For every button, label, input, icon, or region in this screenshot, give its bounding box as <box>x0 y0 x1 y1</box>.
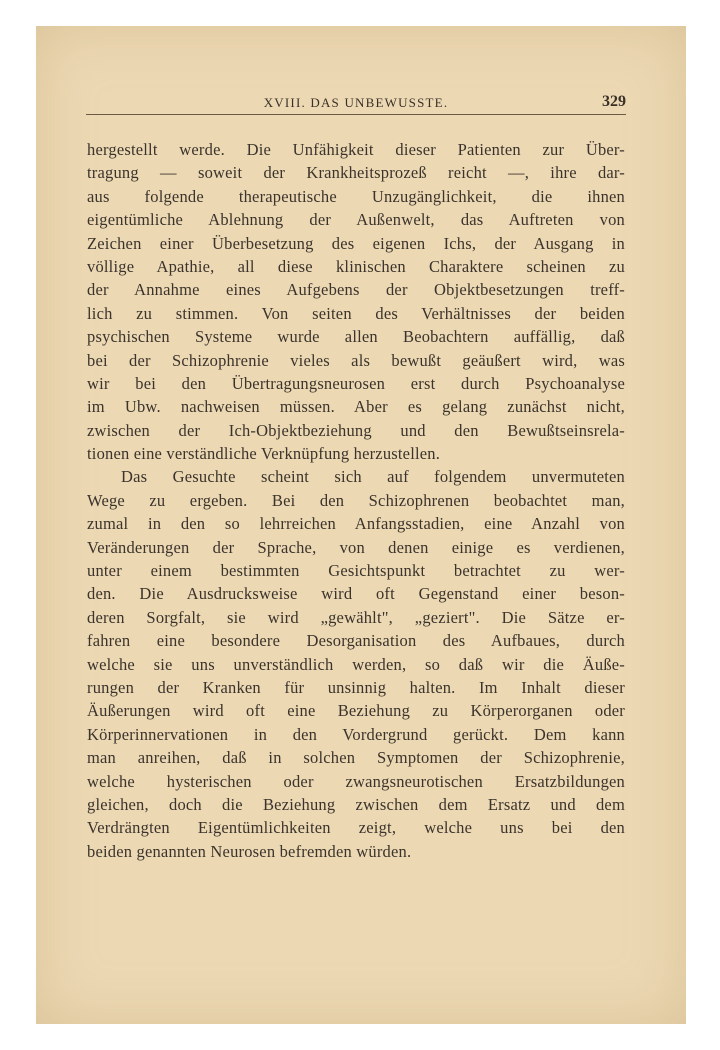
text-line: im Ubw. nachweisen müssen. Aber es gelang zunächst nicht, <box>87 397 625 417</box>
text-line: wir bei den Übertragungsneurosen erst durch Psychoanalyse <box>87 373 625 393</box>
text-line: Das Gesuchte scheint sich auf folgendem unvermuteten <box>121 467 625 487</box>
text-line: aus folgende therapeutische Unzugänglichkeit, die ihnen <box>87 186 625 206</box>
text-line: fahren eine besondere Desorganisation des Aufbaues, durch <box>87 631 625 651</box>
text-line: deren Sorgfalt, sie wird „gewählt", „geziert". Die Sätze er- <box>87 607 625 627</box>
book-page <box>36 26 686 1024</box>
text-line: Zeichen einer Überbesetzung des eigenen Ichs, der Ausgang in <box>87 233 625 253</box>
text-line: Veränderungen der Sprache, von denen einige es verdienen, <box>87 537 625 557</box>
text-line: den. Die Ausdrucksweise wird oft Gegenstand einer beson- <box>87 584 625 604</box>
text-line: Äußerungen wird oft eine Beziehung zu Körperorganen oder <box>87 701 625 721</box>
page-number: 329 <box>602 93 626 110</box>
text-line: welche sie uns unverständlich werden, so daß wir die Äuße- <box>87 654 625 674</box>
paragraph-1 <box>87 138 625 465</box>
text-line: Verdrängten Eigentümlichkeiten zeigt, welche uns bei den <box>87 818 625 838</box>
text-line: Körperinnervationen in den Vordergrund gerückt. Dem kann <box>87 724 625 744</box>
text-line: welche hysterischen oder zwangsneurotischen Ersatzbildungen <box>87 771 625 791</box>
page-header <box>86 92 626 115</box>
text-line: tragung — soweit der Krankheitsprozeß reicht —, ihre dar- <box>87 163 625 183</box>
text-line: beiden genannten Neurosen befremden würden. <box>87 841 412 861</box>
text-line: zumal in den so lehrreichen Anfangsstadien, eine Anzahl von <box>87 514 625 534</box>
text-line: psychischen Systeme wurde allen Beobachtern auffällig, daß <box>87 327 625 347</box>
text-line: tionen eine verständliche Verknüpfung herzustellen. <box>87 444 441 464</box>
text-line: zwischen der Ich-Objektbeziehung und den Bewußtseinsrela- <box>87 420 625 440</box>
text-line: Wege zu ergeben. Bei den Schizophrenen beobachtet man, <box>87 490 625 510</box>
text-line: der Annahme eines Aufgebens der Objektbesetzungen treff- <box>87 280 625 300</box>
text-line: rungen der Kranken für unsinnig halten. Im Inhalt dieser <box>87 677 625 697</box>
text-line: hergestellt werde. Die Unfähigkeit dieser Patienten zur Über- <box>87 140 625 159</box>
text-line: völlige Apathie, all diese klinischen Charaktere scheinen zu <box>87 256 625 276</box>
paragraph-2 <box>87 465 625 863</box>
text-line: lich zu stimmen. Von seiten des Verhältnisses der beiden <box>87 303 625 323</box>
text-line: man anreihen, daß in solchen Symptomen der Schizophrenie, <box>87 748 625 768</box>
text-line: unter einem bestimmten Gesichtspunkt betrachtet zu wer- <box>87 561 625 581</box>
running-head: XVIII. DAS UNBEWUSSTE. <box>263 95 449 110</box>
text-line: bei der Schizophrenie vieles als bewußt geäußert wird, was <box>87 350 625 370</box>
text-line: eigentümliche Ablehnung der Außenwelt, das Auftreten von <box>87 210 625 230</box>
text-line: gleichen, doch die Beziehung zwischen dem Ersatz und dem <box>87 794 625 814</box>
body-text <box>87 138 625 863</box>
